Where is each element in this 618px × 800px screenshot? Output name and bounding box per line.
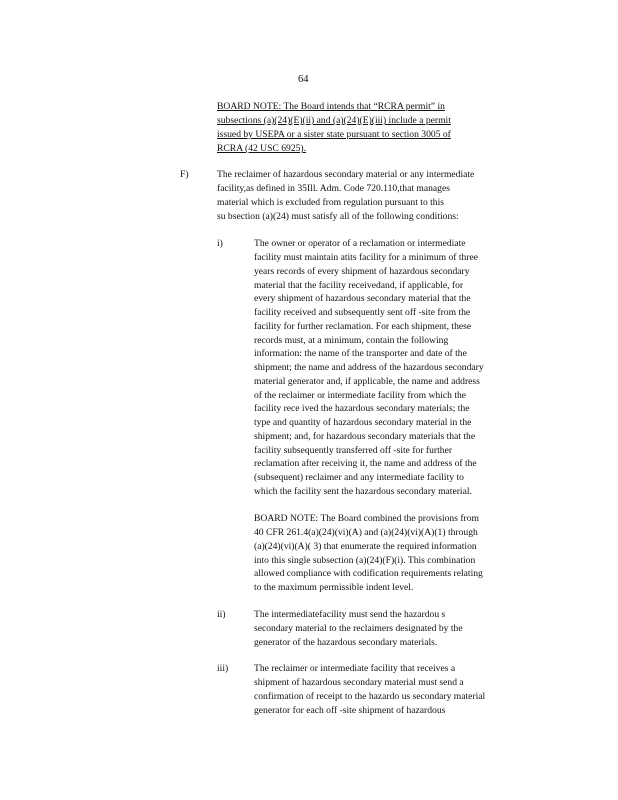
item-i-line: which the facility sent the hazardous secondary material. (254, 486, 472, 497)
item-f-line: facility,as defined in 35Ill. Adm. Code 720.110,that manages (217, 183, 450, 194)
board-note-top-line: RCRA (42 USC 6925). (217, 143, 307, 154)
item-i-line: of the reclaimer or intermediate facility from which the (254, 390, 467, 401)
item-i-line: facility received and subsequently sent off -site from the (254, 307, 471, 318)
item-i-label: i) (217, 238, 223, 249)
item-ii-label: ii) (217, 609, 226, 620)
item-f-line: su bsection (a)(24) must satisfy all of the following conditions: (217, 211, 459, 222)
item-i-line: facility subsequently transferred off -site for further (254, 445, 453, 456)
item-i-line: facility must maintain atits facility for a minimum of three (254, 252, 479, 263)
item-i-line: years records of every shipment of hazardous secondary (254, 266, 470, 277)
board-note-i-line: allowed compliance with codification requirements relating (254, 568, 483, 579)
item-i-line: material that the facility receivedand, if applicable, for (254, 280, 464, 291)
item-i-line: facility for further reclamation. For each shipment, these (254, 321, 472, 332)
item-f-line: The reclaimer of hazardous secondary material or any intermediate (217, 169, 475, 180)
board-note-i-line: BOARD NOTE: The Board combined the provisions from (254, 513, 479, 524)
item-ii-line: The intermediatefacility must send the hazardou s (254, 609, 446, 620)
item-iii-line: confirmation of receipt to the hazardo us secondary material (254, 691, 486, 702)
item-i-line: material generator and, if applicable, the name and address (254, 376, 480, 387)
item-i-line: records must, at a minimum, contain the following (254, 335, 449, 346)
item-i-line: information: the name of the transporter and date of the (254, 348, 467, 359)
item-iii-label: iii) (217, 663, 229, 674)
item-iii-line: shipment of hazardous secondary material must send a (254, 677, 464, 688)
item-i-line: every shipment of hazardous secondary material that the (254, 293, 471, 304)
board-note-i-line: (a)(24)(vi)(A)( 3) that enumerate the required information (254, 541, 477, 552)
item-i-line: type and quantity of hazardous secondary material in the (254, 417, 472, 428)
item-f-line: material which is excluded from regulation pursuant to this (217, 197, 444, 208)
item-i-line: The owner or operator of a reclamation or intermediate (254, 238, 466, 249)
item-i-line: facility rece ived the hazardous secondary materials; the (254, 403, 470, 414)
item-i-line: shipment; and, for hazardous secondary materials that the (254, 431, 476, 442)
item-i-line: reclamation after receiving it, the name and address of the (254, 458, 477, 469)
item-iii-line: The reclaimer or intermediate facility that receives a (254, 663, 456, 674)
board-note-i-line: to the maximum permissible indent level. (254, 582, 414, 593)
item-iii-line: generator for each off -site shipment of hazardous (254, 705, 446, 716)
board-note-top-line: subsections (a)(24)(E)(ii) and (a)(24)(E)(iii) include a permit (217, 115, 451, 126)
item-i-line: (subsequent) reclaimer and any intermediate facility to (254, 472, 464, 483)
board-note-top-line: BOARD NOTE: The Board intends that “RCRA permit” in (217, 101, 445, 112)
board-note-i-line: 40 CFR 261.4(a)(24)(vi)(A) and (a)(24)(vi)(A)(1) through (254, 527, 478, 538)
item-ii-line: generator of the hazardous secondary materials. (254, 637, 438, 648)
page-number: 64 (298, 74, 309, 85)
board-note-top-line: issued by USEPA or a sister state pursuant to section 3005 of (217, 129, 451, 140)
board-note-i-line: into this single subsection (a)(24)(F)(i). This combination (254, 555, 476, 566)
item-i-line: shipment; the name and address of the hazardous secondary (254, 362, 484, 373)
item-ii-line: secondary material to the reclaimers designated by the (254, 623, 463, 634)
item-f-label: F) (180, 169, 189, 180)
